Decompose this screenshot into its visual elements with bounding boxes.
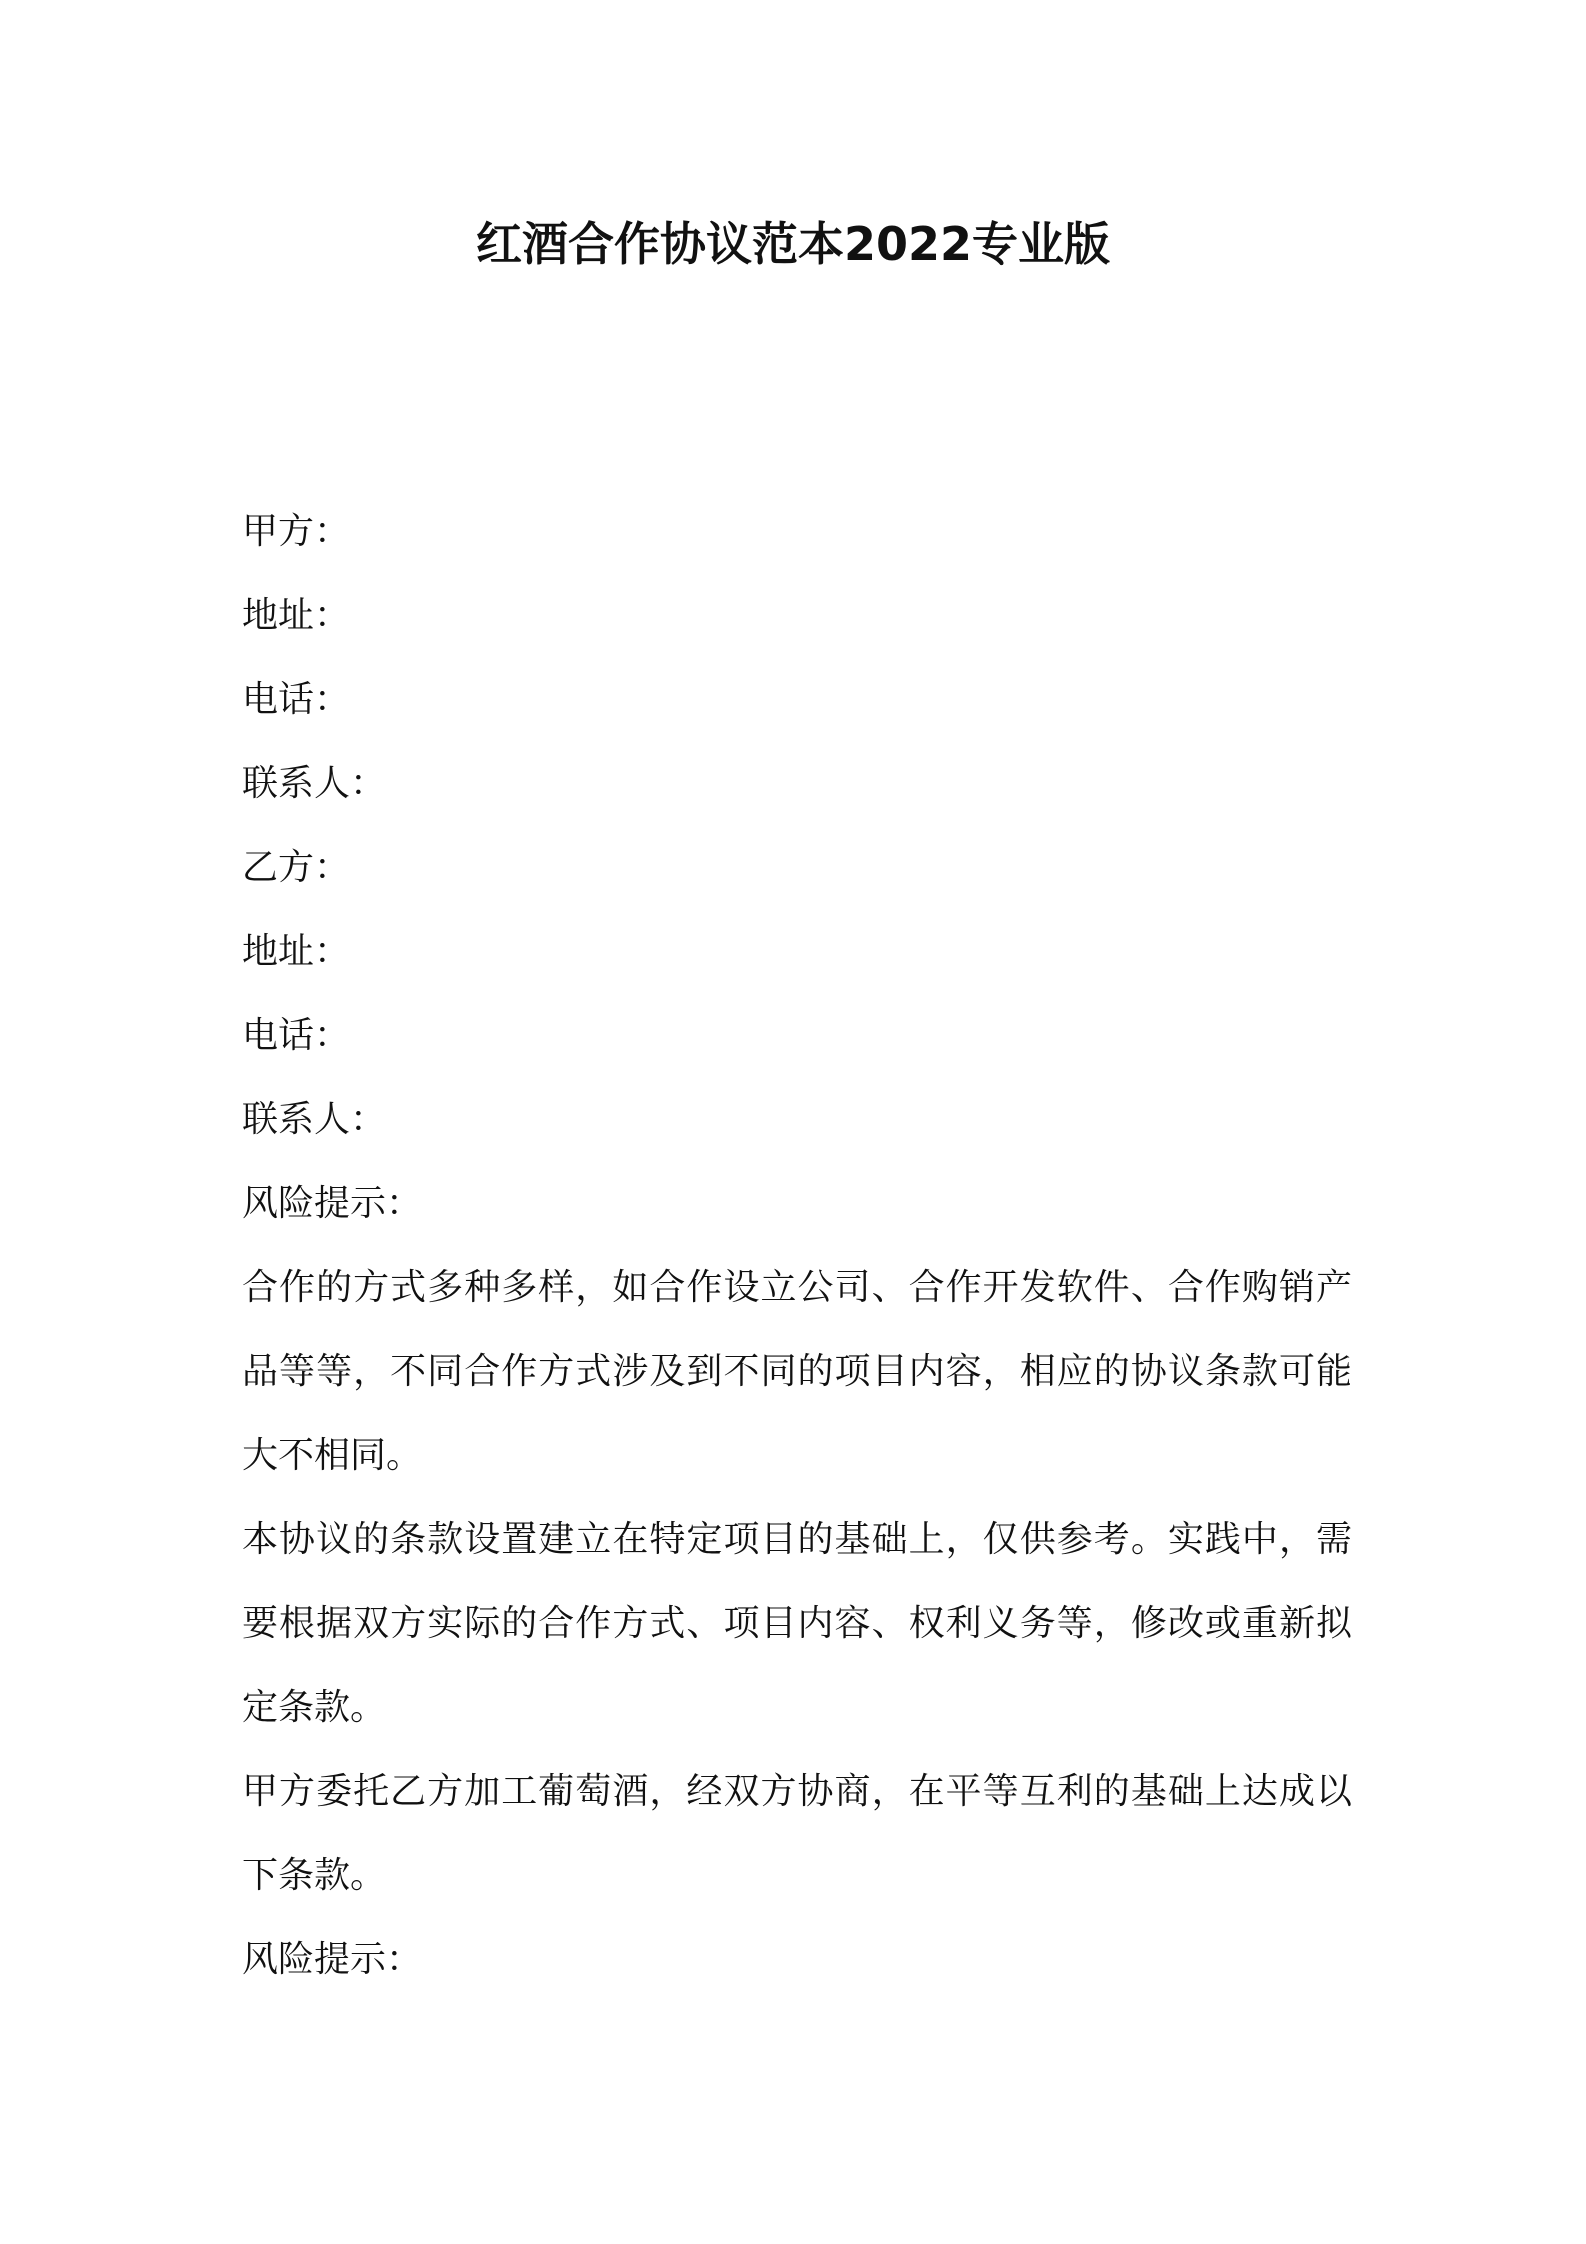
paragraph-reference-note: 本协议的条款设置建立在特定项目的基础上，仅供参考。实践中，需要根据双方实际的合作方式、项目内容、权利义务等，修改或重新拟定条款。 <box>242 1519 1352 1728</box>
party-b-label: 乙方： <box>242 847 351 888</box>
party-a-contact-label: 联系人： <box>242 763 387 804</box>
paragraph-agreement-intro: 甲方委托乙方加工葡萄酒，经双方协商，在平等互利的基础上达成以下条款。 <box>242 1771 1352 1896</box>
party-a-phone-label: 电话： <box>242 679 351 720</box>
paragraph-cooperation-methods: 合作的方式多种多样，如合作设立公司、合作开发软件、合作购销产品等等，不同合作方式涉及到不同的项目内容，相应的协议条款可能大不相同。 <box>242 1267 1352 1476</box>
party-b-address-label: 地址： <box>242 931 351 972</box>
party-a-address-label: 地址： <box>242 595 351 636</box>
party-b-phone-label: 电话： <box>242 1015 351 1056</box>
risk-notice-label: 风险提示： <box>242 1183 423 1224</box>
risk-notice-label-second: 风险提示： <box>242 1939 423 1980</box>
document-body <box>242 490 1352 2002</box>
document-title: 红酒合作协议范本2022专业版 <box>475 217 1111 271</box>
party-b-contact-label: 联系人： <box>242 1099 387 1140</box>
party-a-label: 甲方： <box>242 511 351 552</box>
